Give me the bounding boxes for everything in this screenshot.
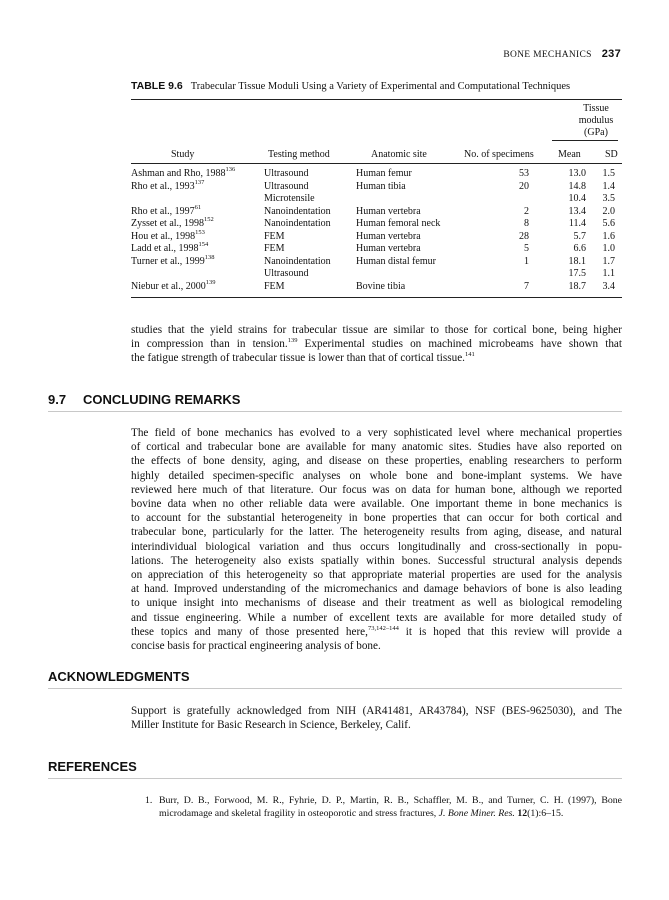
table-row: [131, 253, 622, 268]
cell-specimens: 8: [524, 218, 529, 229]
cell-specimens: 53: [519, 168, 529, 179]
col-header-method: Testing method: [268, 149, 330, 160]
reference-text: [159, 795, 622, 820]
text-line: these topics and many of those presented here,$^{73,142-144}$ it is hoped that this review will provide a: [131, 624, 622, 638]
text-line: in compression than in tension.$^{139}$ Experimental studies on machined microbeams have shown that: [131, 337, 622, 351]
table-row: [131, 168, 622, 180]
cell-method: Ultrasound: [264, 168, 309, 179]
text-line: Burr, D. B., Forwood, M. R., Fyhrie, D. P., Martin, R. B., Schaffler, M. B., and Turner, C. H. (1997), Bone: [159, 795, 622, 806]
cell-method: FEM: [264, 243, 285, 254]
text-line: concise basis for practical engineering analysis of bone.: [131, 640, 381, 653]
tissue-modulus-header: [576, 103, 616, 139]
table-row: [131, 178, 622, 193]
cell-site: Human femoral neck: [356, 218, 441, 229]
text-line: Miller Institute for Basic Research in Science, Berkeley, Calif.: [131, 719, 411, 732]
cell-method: Ultrasound: [264, 268, 309, 279]
cell-sd: 2.0: [602, 205, 615, 217]
text-line: on appreciation of this heterogeneity so that appropriate material properties are used for the analysis: [131, 569, 622, 582]
cell-sd: 1.7: [602, 255, 615, 267]
cell-site: Human vertebra: [356, 205, 421, 217]
col-header-sd: SD: [605, 149, 618, 160]
text-line: to account for the substantial heterogeneity in bone properties that can occur for both cortical and: [131, 512, 622, 525]
section-title: REFERENCES: [48, 759, 137, 774]
reference-number: 1.: [145, 795, 153, 806]
section-heading-acknowledgments: [48, 669, 622, 689]
section-number: 9.7: [48, 392, 67, 407]
cell-mean: 17.5: [568, 268, 586, 279]
cell-specimens: 7: [524, 280, 529, 292]
cell-method: Nanoindentation: [264, 205, 331, 217]
cell-sd: 1.1: [602, 268, 615, 279]
section-heading-concluding-remarks: [48, 392, 622, 412]
cell-study: Rho et al., 1997$^{61}$: [131, 203, 202, 217]
table-caption: [131, 80, 570, 92]
cell-site: Human distal femur: [356, 255, 436, 267]
cell-mean: 18.7: [568, 280, 586, 292]
cell-sd: 1.6: [602, 230, 615, 242]
cell-mean: 6.6: [573, 243, 586, 254]
text-line: The field of bone mechanics has evolved to a very sophisticated level where mechanical properties: [131, 427, 622, 439]
running-header: [503, 48, 621, 60]
acknowledgments-paragraph: [131, 704, 622, 732]
text-line: reviewed here much of that literature. Our focus was on data for human bone, although we reported: [131, 483, 622, 496]
cell-mean: 13.0: [568, 168, 586, 179]
cell-study: Ladd et al., 1998$^{154}$: [131, 241, 209, 254]
table-header-row: [131, 149, 622, 161]
cell-specimens: 2: [524, 205, 529, 217]
cell-study: Zysset et al., 1998$^{152}$: [131, 216, 214, 229]
reference-item: [145, 795, 622, 820]
cell-site: Human vertebra: [356, 243, 421, 254]
cell-study: Hou et al., 1998$^{153}$: [131, 228, 205, 242]
table-top-rule: [131, 99, 622, 100]
cell-specimens: 20: [519, 180, 529, 192]
cell-sd: 1.4: [602, 180, 615, 192]
text-line: lations. The heterogeneity also exists spatially within bones. Successful structural analysis depends: [131, 554, 622, 567]
col-header-specimens: No. of specimens: [464, 149, 534, 160]
text-line: and tissue engineering. While a number of excellent texts are available for more detailed study of: [131, 611, 622, 624]
col-header-site: Anatomic site: [371, 149, 427, 160]
text-line: the effects of bone density, aging, and disease on these properties, enabling researchers to perform: [131, 455, 622, 468]
modulus-header-line: (GPa): [584, 127, 608, 138]
table-row: [131, 193, 622, 205]
cell-mean: 13.4: [568, 205, 586, 217]
cell-study: Turner et al., 1999$^{138}$: [131, 253, 215, 267]
concluding-remarks-paragraph: [131, 426, 622, 653]
cell-mean: 5.7: [573, 230, 586, 242]
cell-method: FEM: [264, 230, 285, 242]
cell-method: Nanoindentation: [264, 218, 331, 229]
cell-specimens: 5: [524, 243, 529, 254]
text-line: interindividual biological variation and thus occurs longitudinally and cross-sectionally in popu-: [131, 540, 622, 553]
modulus-span-rule: [552, 140, 618, 141]
running-title: BONE MECHANICS: [503, 50, 592, 60]
text-line: trabecular bone, particularly for the latter. The heterogeneity results from aging, disease, and natural: [131, 526, 622, 539]
cell-specimens: 1: [524, 255, 529, 267]
cell-site: Human femur: [356, 168, 412, 179]
cell-site: Human tibia: [356, 180, 406, 192]
text-line: bovine data when no other reliable data were available. One important theme in bone mechanics is: [131, 498, 622, 511]
cell-site: Human vertebra: [356, 230, 421, 242]
section-heading-references: [48, 759, 622, 779]
section-title: ACKNOWLEDGMENTS: [48, 669, 190, 684]
cell-mean: 18.1: [568, 255, 586, 267]
text-line: studies that the yield strains for trabecular tissue are similar to those for cortical bone, being higher: [131, 324, 622, 336]
text-line: highly detailed specimen-specific analyses on whole bone and bone-implant systems. We have: [131, 469, 622, 482]
table-row: [131, 278, 622, 293]
table-row: [131, 268, 622, 280]
text-line: microdamage and skeletal fragility in osteoporotic and stress fractures, J. Bone Miner. Res. 12(1):6–15.: [159, 807, 564, 819]
page-number: 237: [601, 48, 621, 60]
modulus-header-line: Tissue: [583, 103, 609, 114]
cell-mean: 14.8: [568, 180, 586, 192]
cell-method: FEM: [264, 280, 285, 292]
text-line: of cortical and trabecular bone are available for many anatomic sites. Studies have also reported on: [131, 441, 622, 454]
cell-mean: 11.4: [568, 218, 586, 229]
intro-paragraph: [131, 323, 622, 366]
cell-sd: 1.0: [602, 243, 615, 254]
table-bottom-rule: [131, 297, 622, 298]
cell-method: Microtensile: [264, 193, 315, 204]
text-line: at hand. Improved understanding of the micromechanics and damage behaviors of bone is also leading: [131, 583, 622, 596]
section-title: CONCLUDING REMARKS: [83, 392, 241, 407]
cell-site: Bovine tibia: [356, 280, 406, 292]
cell-sd: 3.5: [602, 193, 615, 204]
table-header-rule: [131, 163, 622, 164]
cell-sd: 5.6: [602, 218, 615, 229]
table-caption-text: Trabecular Tissue Moduli Using a Variety of Experimental and Computational Techniques: [190, 81, 571, 92]
cell-mean: 10.4: [568, 193, 586, 204]
cell-method: Ultrasound: [264, 180, 309, 192]
table-label: TABLE 9.6: [131, 80, 183, 92]
text-line: the fatigue strength of trabecular tissue is lower than that of cortical tissue.$^{141}$: [131, 351, 475, 365]
col-header-mean: Mean: [558, 149, 581, 160]
cell-study: Rho et al., 1993$^{137}$: [131, 178, 205, 192]
text-line: Support is gratefully acknowledged from NIH (AR41481, AR43784), NSF (BES-9625030), and The: [131, 705, 622, 717]
cell-specimens: 28: [519, 230, 529, 242]
cell-sd: 1.5: [602, 168, 615, 179]
modulus-header-line: modulus: [578, 115, 614, 126]
cell-study: Ashman and Rho, 1988$^{136}$: [131, 166, 236, 179]
cell-study: Niebur et al., 2000$^{139}$: [131, 278, 216, 292]
cell-sd: 3.4: [602, 280, 615, 292]
col-header-study: Study: [171, 149, 195, 160]
cell-method: Nanoindentation: [264, 255, 331, 267]
text-line: to unique insight into mechanisms of disease and their treatment as well as biological remodeling: [131, 597, 622, 610]
